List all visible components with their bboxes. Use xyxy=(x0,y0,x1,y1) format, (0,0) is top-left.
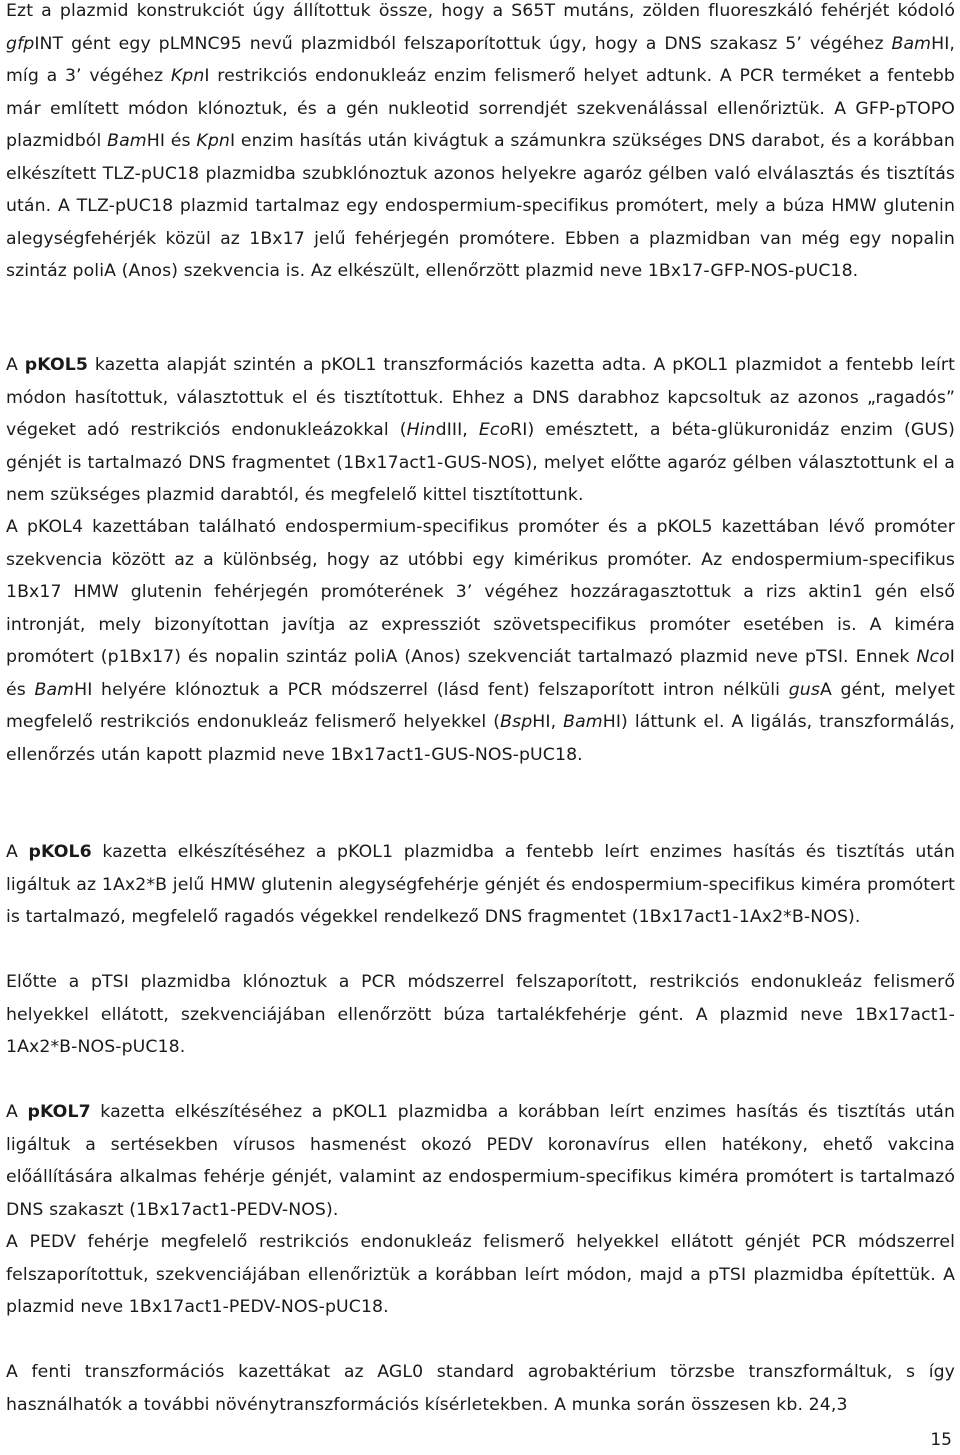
paragraph-pkol4-vs-pkol5 xyxy=(6,511,955,771)
italic-term: gfp xyxy=(6,33,35,54)
italic-term: Bam xyxy=(891,33,932,54)
text-run: I enzim hasítás után kivágtuk a számunkra szükséges DNS darabot, és a korábban elkészített TLZ-pUC18 plazmidba szubklónoztuk azonos helyekre agaróz gélben való elválasztás és tisztítás után. A TLZ-pUC18 plazmid tartalmaz egy endospermium-specifikus promótert, mely a búza HMW glutenin alegységfehérjék közül az 1Bx17 jelű fehérjegén promótere. Ebben a plazmidban van még egy nopalin szintáz poliA (Anos) szekvencia is. Az elkészült, ellenőrzött plazmid neve 1Bx17-GFP-NOS-pUC18. xyxy=(6,131,955,281)
text-run: kazetta alapját szintén a pKOL1 transzformációs kazetta adta. A pKOL1 plazmidot a fentebb leírt módon hasítottuk, választottuk el és tisztítottuk. Ehhez a DNS darabhoz kapcsoltuk az azonos „ragadós” végeket adó restrikciós endonukleázokkal ( xyxy=(6,355,956,440)
bold-term: pKOL5 xyxy=(24,355,88,375)
paragraph-gfp-construct xyxy=(6,0,955,288)
text-run: dIII, xyxy=(435,420,479,440)
text-run: HI és xyxy=(146,131,197,151)
text-run: kazetta elkészítéséhez a pKOL1 plazmidba a fentebb leírt enzimes hasítás és tisztítás után ligáltuk az 1Ax2*B jelű HMW glutenin alegységfehérje génjét és endospermium-specifikus kiméra promótert is tartalmazó, megfelelő ragadós végekkel rendelkező DNS fragmentet (1Bx17act1-1Ax2*B-NOS). xyxy=(6,842,955,927)
text-run: A PEDV fehérje megfelelő restrikciós endonukleáz felismerő helyekkel ellátott génjét PCR módszerrel felszaporítottuk, szekvenciájában ellenőriztük a korábban leírt módon, majd a pTSI plazmidba építettük. A plazmid neve 1Bx17act1-PEDV-NOS-pUC18. xyxy=(6,1232,955,1317)
italic-term: Kpn xyxy=(170,66,205,86)
italic-term: Eco xyxy=(478,420,511,440)
italic-term: Bam xyxy=(107,131,147,151)
paragraph-pedv-gene xyxy=(6,1226,955,1324)
text-run: A fenti transzformációs kazettákat az AGL0 standard agrobaktérium törzsbe transzformáltuk, s így használhatók a további növénytranszformációs kísérletekben. A munka során összesen kb. 24,3 xyxy=(6,1362,955,1415)
italic-term: Bam xyxy=(563,712,603,732)
text-run: I és xyxy=(6,647,955,700)
paragraph-pkol5 xyxy=(6,349,955,512)
page-number: 15 xyxy=(930,1430,952,1450)
italic-term: Bsp xyxy=(500,712,533,732)
italic-term: Nco xyxy=(916,647,950,667)
text-run: Előtte a pTSI plazmidba klónoztuk a PCR módszerrel felszaporított, restrikciós endonukleáz felismerő helyekkel ellátott, szekvenciájában ellenőrzött búza tartalékfehérje gént. A plazmid neve 1Bx17act1-1Ax2*B-NOS-pUC18. xyxy=(6,972,955,1057)
italic-term: Hin xyxy=(406,420,436,440)
paragraph-agl0-transformation xyxy=(6,1356,955,1421)
text-run: HI helyére klónoztuk a PCR módszerrel (lásd fent) felszaporított intron nélküli xyxy=(74,679,789,700)
text-run: I restrikciós endonukleáz enzim felismerő helyet adtunk. A PCR terméket a fentebb már említett módon klónoztuk, és a gén nukleotid sorrendjét szekvenálással ellenőriztük. A GFP-pTOPO plazmidból xyxy=(6,66,955,151)
italic-term: Bam xyxy=(34,679,75,700)
text-run: HI, xyxy=(532,712,564,732)
text-run: A xyxy=(6,1102,28,1122)
text-run: kazetta elkészítéséhez a pKOL1 plazmidba a korábban leírt enzimes hasítás és tisztítás után ligáltuk a sertésekben vírusos hasmenést okozó PEDV koronavírus ellen hatékony, ehető vakcina előállítására alkalmas fehérje génjét, valamint az endospermium-specifikus kiméra promótert is tartalmazó DNS szakaszt (1Bx17act1-PEDV-NOS). xyxy=(6,1102,955,1220)
text-run: INT gént egy pLMNC95 nevű plazmidból felszaporítottuk úgy, hogy a DNS szakasz 5’ végéhez xyxy=(34,33,892,54)
bold-term: pKOL7 xyxy=(27,1102,91,1122)
text-run: A gént, melyet megfelelő restrikciós endonukleáz felismerő helyekkel ( xyxy=(6,679,956,732)
paragraph-ptsi-wheat-gene xyxy=(6,966,955,1064)
italic-term: Kpn xyxy=(196,131,230,151)
paragraph-pkol7 xyxy=(6,1096,955,1226)
paragraph-pkol6 xyxy=(6,836,955,934)
text-run: RI) emésztett, a béta-glükuronidáz enzim (GUS) génjét is tartalmazó DNS fragmentet (1Bx17act1-GUS-NOS), melyet előtte agaróz gélben választottunk el a nem szükséges plazmid darabtól, és megfelelő kittel tisztítottunk. xyxy=(6,420,955,505)
text-run: A xyxy=(6,842,29,862)
text-run: A xyxy=(6,355,25,375)
text-run: HI, míg a 3’ végéhez xyxy=(6,33,955,86)
text-run: A pKOL4 kazettában található endospermium-specifikus promóter és a pKOL5 kazettában lévő promóter szekvencia között az a különbség, hogy az utóbbi egy kimérikus promóter. Az endospermium-specifikus 1Bx17 HMW glutenin fehérjegén promóterének 3’ végéhez hozzáragasztottuk a rizs aktin1 gén első intronját, mely bizonyítottan javítja az expressziót szövetspecifikus promóter esetében is. A kiméra promótert (p1Bx17) és nopalin szintáz poliA (Anos) szekvenciát tartalmazó plazmid neve pTSI. Ennek xyxy=(6,517,955,667)
text-run: Ezt a plazmid konstrukciót úgy állítottuk össze, hogy a S65T mutáns, zölden fluoreszkáló fehérjét kódoló xyxy=(6,1,955,21)
bold-term: pKOL6 xyxy=(28,842,92,862)
text-run: HI) láttunk el. A ligálás, transzformálás, ellenőrzés után kapott plazmid neve 1Bx17act1-GUS-NOS-pUC18. xyxy=(6,712,956,765)
italic-term: gus xyxy=(788,679,820,700)
